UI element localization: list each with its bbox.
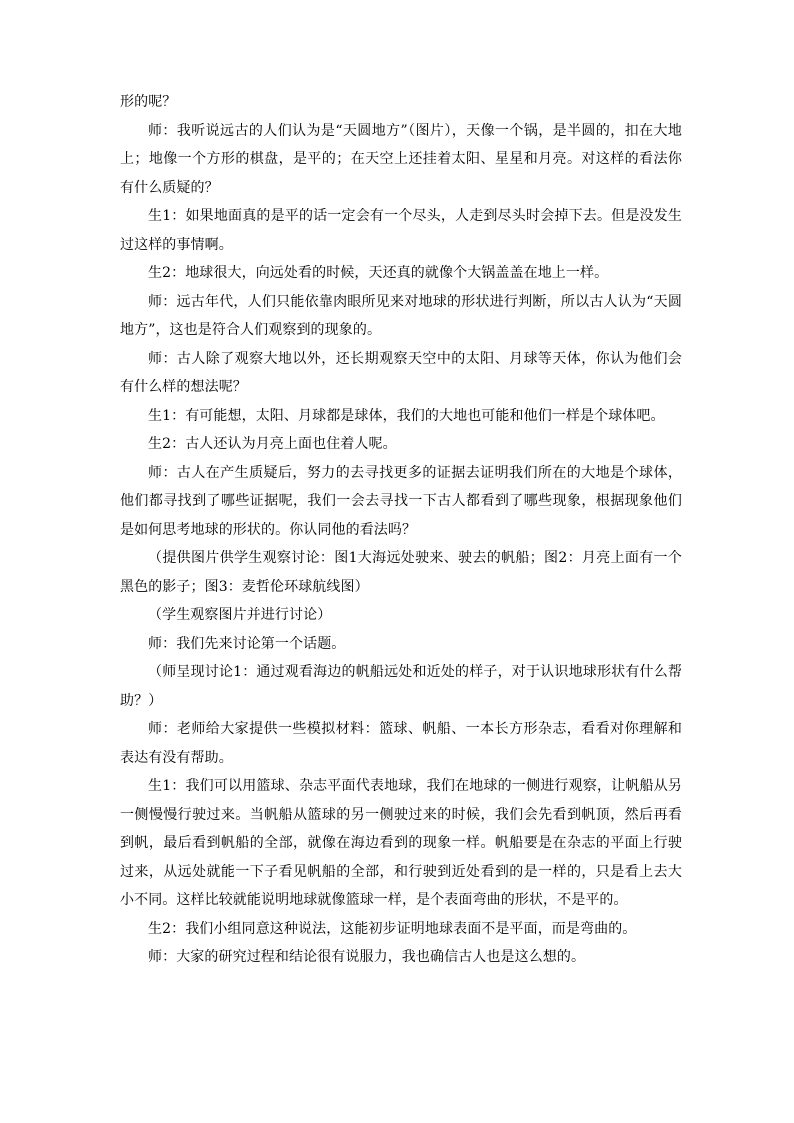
paragraph-8: 生2：古人还认为月亮上面也住着人呢。 — [148, 436, 397, 452]
paragraph-15: 生1：我们可以用篮球、杂志平面代表地球，我们在地球的一侧进行观察，让帆船从另一侧慢慢行驶过来。当帆船从篮球的另一侧驶过来的时候，我们会先看到帆顶，然后再看到帆，最后看到帆船的全部，就像在海边看到的现象一样。帆船要是在杂志的平面上行驶过来，从远处就能一下子看见帆船的全部，和行驶到近处看到的是一样的，只是看上去大小不同。这样比较就能说明地球就像篮球一样，是个表面弯曲的形状，不是平的。 — [120, 778, 682, 908]
paragraph-10: （提供图片供学生观察讨论：图1大海远处驶来、驶去的帆船；图2：月亮上面有一个黑色的影子；图3：麦哲伦环球航线图） — [120, 550, 682, 595]
paragraph-13: （师呈现讨论1：通过观看海边的帆船远处和近处的样子，对于认识地球形状有什么帮助？） — [120, 664, 682, 709]
paragraph-9: 师：古人在产生质疑后，努力的去寻找更多的证据去证明我们所在的大地是个球体，他们都寻找到了哪些证据呢，我们一会去寻找一下古人都看到了哪些现象，根据现象他们是如何思考地球的形状的。你认同他的看法吗？ — [120, 464, 682, 538]
paragraph-11: （学生观察图片并进行讨论） — [148, 607, 332, 623]
paragraph-3: 生1：如果地面真的是平的话一定会有一个尽头，人走到尽头时会掉下去。但是没发生过这样的事情啊。 — [120, 208, 682, 253]
paragraph-4: 生2：地球很大，向远处看的时候，天还真的就像个大锅盖盖在地上一样。 — [148, 265, 609, 281]
paragraph-1: 形的呢？ — [120, 94, 177, 110]
paragraph-6: 师：古人除了观察大地以外，还长期观察天空中的太阳、月球等天体，你认为他们会有什么样的想法呢？ — [120, 350, 682, 395]
paragraph-12: 师：我们先来讨论第一个话题。 — [148, 635, 346, 652]
paragraph-16: 生2：我们小组同意这种说法，这能初步证明地球表面不是平面，而是弯曲的。 — [148, 920, 637, 937]
paragraph-2: 师：我听说远古的人们认为是“天圆地方”（图片），天像一个锅，是半圆的，扣在大地上；地像一个方形的棋盘，是平的；在天空上还挂着太阳、星星和月亮。对这样的看法你有什么质疑的？ — [120, 122, 682, 196]
document-body — [120, 88, 682, 972]
paragraph-7: 生1：有可能想，太阳、月球都是球体，我们的大地也可能和他们一样是个球体吧。 — [148, 407, 665, 424]
paragraph-14: 师：老师给大家提供一些模拟材料：篮球、帆船、一本长方形杂志，看看对你理解和表达有没有帮助。 — [120, 721, 682, 766]
paragraph-5: 师：远古年代，人们只能依靠肉眼所见来对地球的形状进行判断，所以古人认为“天圆地方”，这也是符合人们观察到的现象的。 — [120, 293, 682, 338]
paragraph-17: 师：大家的研究过程和结论很有说服力，我也确信古人也是这么想的。 — [148, 949, 586, 965]
